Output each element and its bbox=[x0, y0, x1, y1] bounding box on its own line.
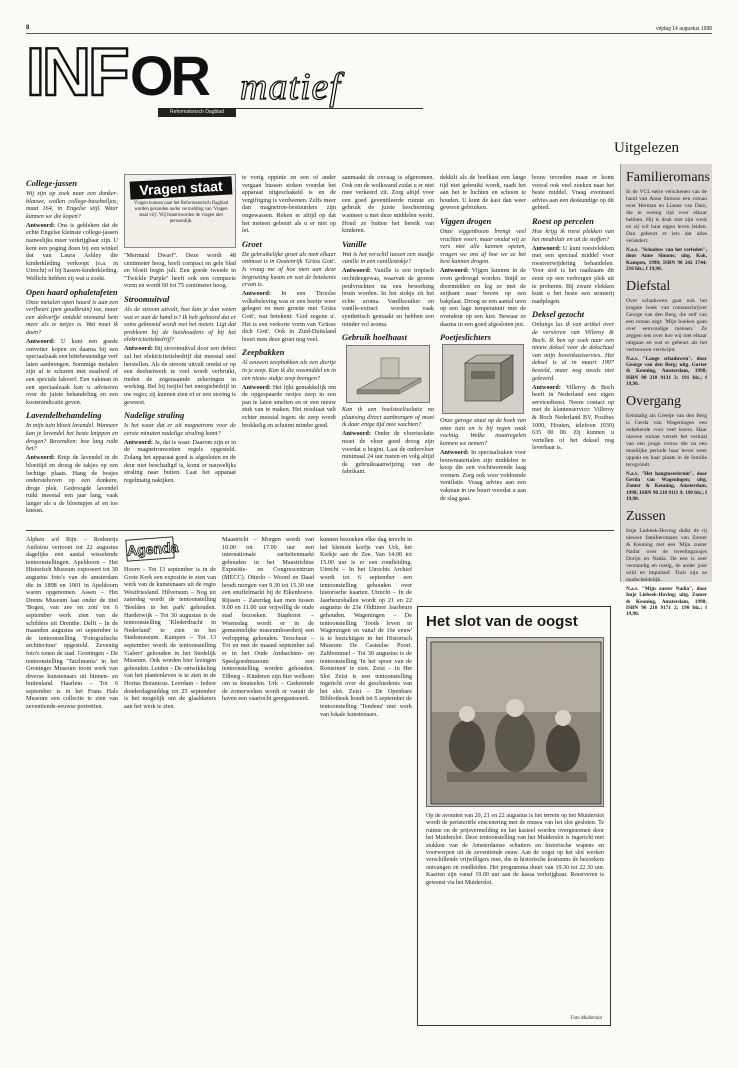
review-heading-familieromans: Familieromans bbox=[626, 170, 710, 185]
heading-zeepbakken: Zeepbakken bbox=[242, 347, 285, 358]
column-3 bbox=[242, 174, 336, 526]
question-text: Hoe krijg ik roest plekken van het meubilair en uit de stoffen? bbox=[532, 227, 614, 243]
issue-date: vrijdag 14 augustus 1998 bbox=[656, 26, 712, 32]
answer-text: Het lijkt gemakkelijk om de opgespaarde restjes zeep in een pan te laten smelten en er een nieuw stuk van te maken. Het resultaat valt echter meestal tegen: de zeep wordt brokkelig en schuimt minder goed. bbox=[242, 383, 336, 429]
answer-paragraph bbox=[26, 454, 118, 515]
section-label-rest: itgelezen bbox=[624, 140, 679, 156]
heading-groet: Groet bbox=[242, 238, 262, 249]
answer-label: Antwoord: bbox=[242, 290, 271, 298]
vragen-staat-vrij-logo: Vragen staat vrij bbox=[130, 176, 233, 199]
answer-label: Antwoord: bbox=[440, 267, 469, 275]
masthead-matief: matief bbox=[240, 66, 341, 108]
review-book-details: N.a.v. "Schaduw van het verleden", door Anne Simons; uitg. Kok, Kampen, 1998; ISBN 90 242 1744; 216 blz.; f 19,90. bbox=[626, 247, 707, 273]
answer-text: Ons is gebleken dat de echte Engelse kleinste college-jassen nauwelijks meer verkrijgbaar zijn. U kent een poging doen bij een winkel dat van Laura Ashley die kinderkleding verkoopt (o.a. in Utrecht) of bij Sassen-kinderkleding. Wellicht hebben zij wat u zoekt. bbox=[26, 221, 118, 283]
garage-box-icon bbox=[443, 345, 524, 414]
agenda-column-1 bbox=[26, 536, 118, 1028]
masthead-subtitle: Reformatorisch Dagblad bbox=[158, 108, 236, 117]
agenda-text: kunnen bezoeken elke dag terecht in het kleinste korfje van Urk, het Kerkje aan de Zee. Van 14.00 tot 15.00 uur is er een rondleiding. Utrecht – In het Utrechts Archief wordt tot 6 september een tentoonstelling gehouden over historische kaarten. Utrecht – In de Jaarbeurshallen wordt op 21 en 22 augustus de 23e Oldtimer Jaarbeurs gehouden. Wageningen – De tentoonstelling 'Joods leven in Wageningen en vanaf de 16e eeuw' is te bezichtigen in het Historisch Museum De Casteelse Poort. Zaltbommel – Tot 30 augustus is de tentoonstelling 'In het spoor van de Romeinen' te zien. Zeist – In Het Slot Zeist is een tentoonstelling ingericht over de geschiedenis van het slot. Zeist – De Openbare Bibliotheek houdt tot 6 september de tentoonstelling 'Tendens' met werk van lokale kunstenaars. bbox=[320, 536, 412, 718]
answer-paragraph bbox=[124, 345, 236, 406]
question-text: Onze garage staat op de hoek van onze tuin en is bij regen vaak vochtig. Welke maatregelen kunnen we nemen? bbox=[440, 417, 526, 447]
agenda-column-4 bbox=[320, 536, 412, 1028]
agenda-column-2 bbox=[124, 566, 216, 1028]
masthead-inf: INF bbox=[26, 34, 127, 110]
answer-text: Ja, dat is waar. Daarom zijn er in de magnetronwetten regels opgesteld. Zolang het apparaat goed is afgesloten en de deur niet beschadigd is, komt er nauwelijks straling naar buiten. Laat het apparaat regelmatig nakijken. bbox=[124, 438, 236, 484]
agenda-logo: Agenda bbox=[125, 536, 174, 561]
review-text: Over schaduwen gaat ook het jongste boek van romanschrijver George van den Berg, die zelf van een roman zegt: 'Mijn boeken gaan over eenvoudige mensen.' Ze zeggen iets over hoe wij met elkaar omgaan en wat er gebeurt als het vertrouwen verdwijnt. bbox=[626, 297, 707, 353]
question-text: Is het waar dat er uit magnetrons voor de eerste minuten nadelige straling komt? bbox=[124, 422, 236, 437]
answer-paragraph bbox=[342, 267, 434, 328]
question-text: Onze viggenboom brengt veel vruchten voort, maar omdat wij ze vers niet alle kunnen opeten, vragen we ons af hoe we ze het best kunnen drogen. bbox=[440, 227, 526, 266]
review-book-details: N.a.v. "Mijn zuster Nadia", door Imje Liebeek-Hoving; uitg. Zomer & Keuning, Amsterdam, 1998; ISBN 90 210 9171 2; 190 blz.; f 19,90. bbox=[626, 585, 707, 618]
photo-credit: Foto Muiderslot bbox=[570, 1016, 602, 1021]
heading-viggen-drogen: Viggen drogen bbox=[440, 215, 492, 226]
answer-paragraph bbox=[26, 222, 118, 283]
answer-label: Antwoord: bbox=[26, 221, 55, 229]
answer-label: Antwoord: bbox=[26, 338, 55, 346]
heading-lavendel: Lavendelbehandeling bbox=[26, 410, 102, 421]
continued-text: te vorig oppinie en een of ander vergaan bussen stoken voordat het apparaat uitgeschakeld is en de vergiftiging is verdwenen. Zelfs meer dan magnetron-bestuurders zijn ongewassen. Reken er altijd op dat het meteen gebeurt als u er niet op let. bbox=[242, 174, 336, 235]
heading-stroomuitval: Stroomuitval bbox=[124, 293, 170, 304]
answer-text: Bij stroomuitval door een defect zal het elektriciteitsbedrijf dat meestal snel herstellen. Als de stroom uitvalt omdat er op een deelnetwerk te veel wordt verbruikt, treden de zogenaamde zekeringen in werking. Bel bij twijfel het energiebedrijf in uw regio; zij kunnen zien of er een storing is geweest. bbox=[124, 345, 236, 406]
vragen-staat-vrij-box bbox=[124, 174, 236, 248]
heading-vanille: Vanille bbox=[342, 238, 367, 249]
page-number: 8 bbox=[26, 25, 30, 31]
column-2 bbox=[124, 252, 236, 526]
review-text: Eenmalig als Greetje van den Berg is Gerda van Wageningen een onbekende voor veel lezers. Haar nieuwe roman vertelt het verhaal van een jonge vrouw die na een moeilijke periode haar leven weer oppakt en haar plaats in de familie terugvindt. bbox=[626, 412, 707, 468]
answer-label: Antwoord: bbox=[532, 383, 561, 391]
newspaper-page bbox=[26, 24, 712, 1044]
answer-text: U kunt een goede ontvetter kopen en daarna bij een speciaalzaak een hittebestendige verf laten aanbrengen. Sommige metalen zijn af te schuren met staalwol of een speciale lakverf. Een vakman in een speciaalzaak kan u adviseren over de juiste behandeling en een kostenindicatie geven. bbox=[26, 338, 118, 406]
answer-paragraph bbox=[532, 384, 614, 452]
answer-text: In een Tiroolse volksbeleving was er een beetje weer gelegen en men groette met 'Grüss Gott', wat betekent: 'God zegene u'. Het is een verkorte vorm van 'Grüsse dich Gott'. Ook in Zuid-Duitsland hoort men deze groet nog veel. bbox=[242, 290, 336, 343]
answer-label: Antwoord: bbox=[26, 454, 55, 462]
answer-label: Antwoord: bbox=[440, 449, 469, 457]
answer-paragraph bbox=[440, 449, 526, 502]
review-book-details: N.a.v. "Het hangmeerbruin", door Gerda van Wageningen; uitg. Zomer & Keuning, Amsterdam, 1998; ISBN 90 210 9111 9; 190 blz.; f 19,90. bbox=[626, 470, 707, 503]
section-label-initial: U bbox=[614, 140, 625, 156]
continued-text: dekkilt als de hoelkast een lange tijd niet gebruikt wordt, raadt het aan het te luchten en schoon te houden. U kunt de kast dan weer gewoon gebruiken. bbox=[440, 174, 526, 212]
masthead-or: OR bbox=[130, 44, 208, 107]
answer-paragraph bbox=[124, 439, 236, 485]
page-header bbox=[26, 24, 712, 34]
masthead bbox=[26, 34, 426, 168]
heading-deksel-gezocht: Deksel gezocht bbox=[532, 309, 585, 320]
review-heading-diefstal: Diefstal bbox=[626, 278, 671, 294]
heading-college-jassen: College-jassen bbox=[26, 178, 77, 188]
answer-paragraph bbox=[440, 267, 526, 328]
answer-paragraph bbox=[242, 384, 336, 430]
answer-label: Antwoord: bbox=[342, 430, 371, 438]
column-6 bbox=[532, 174, 614, 526]
heading-open-haard: Open haard ophaletafeten bbox=[26, 286, 118, 297]
agenda-column-3 bbox=[222, 536, 314, 1028]
question-text: Kan ik een hoelstoelisolatie na plaatsing direct aanbrengen of moet ik daar enige tijd mee wachten? bbox=[342, 406, 434, 429]
answer-label: Antwoord: bbox=[342, 267, 371, 275]
question-text: Onze metalen open haard is aan een verfbeurt (pen goudbruin) toe, maar een dekverfje ontdekt niemand hem meer als ie netjes is. Wat moet ik doen? bbox=[26, 298, 118, 336]
book-review-sidebar bbox=[620, 164, 712, 618]
review-book-details: N.a.v. "Lange schaduwen", door George van den Berg; uitg. Gorter & Kenning, Amsterdam, 1998; ISBN 90 210 9131 3; 191 blz.; f 19,90. bbox=[626, 355, 707, 388]
question-text: Wij zijn op zoek naar een donker-blauwe, wollen college-baseballjas, maat 164, in Engelse stijl. Waar kunnen we die kopen? bbox=[26, 190, 118, 220]
slot-feature-text: Op de avonden van 20, 21 en 22 augustus is het terrein op het Muiderslot wordt de peristeriële enscenering met de musea van het slot gesloten. Te ruimte en de prijsvermelding en het kasteel worden overgenomen door het Muiderslot. Deze tentoonstelling van het Muiderslot is ingericht met stukken van de Amsterdamse schutters en historische wapens en voorwerpen uit de zeventiende eeuw. Aan de oogst op het slot werken verschillende vrijwilligers mee, die in historische kostuums de bezoekers ontvangen en rondleiden. Het programma duurt van 19.30 tot 22.30 uur. Kaarten zijn vanaf 19.00 uur aan de kassa verkrijgbaar. Reserveren is gewenst via het Muiderslot. bbox=[426, 813, 604, 886]
review-text: Imje Liebeek-Hoving duikt de rij nieuwe familieromans van Zomer & Keuning met een 'Mijn zuster Nadia' over de tweelingzusjes Dorijn en Nadia. De een is zeer verstandig en rustig, de ander juist wild en impulsief. Toch zijn ze onafscheidelijk. bbox=[626, 527, 707, 583]
answer-paragraph bbox=[532, 245, 614, 306]
section-divider bbox=[26, 530, 614, 531]
answer-label: Antwoord: bbox=[242, 383, 271, 391]
heading-roest: Roest op percelen bbox=[532, 215, 594, 226]
review-text: In de VCL-serie verschenen van de hand van Anne Simons een roman over Herman en Lianne van Dam, die te weinig tijd voor elkaar hebben. Hij is druk met zijn werk en zij wil haar eigen leven leiden. Dan gebeurt er iets dat alles verandert. bbox=[626, 189, 707, 244]
question-text: Als de stroom uitvalt, hoe kan je dan weten wat er aan de hand is? Ik heb gehoord dat er soms geknoeid wordt met het meten. Ligt dat probleem bij de huishoudens of bij het elektriciteitsbedrijf? bbox=[124, 305, 236, 344]
column-4 bbox=[342, 174, 434, 526]
section-label-uitgelezen bbox=[614, 134, 679, 156]
answer-label: Antwoord: bbox=[532, 244, 561, 252]
review-heading-overgang: Overgang bbox=[626, 393, 681, 409]
answer-text: In speciaalzaken voor bouwmaterialen zijn middelen te koop die een vochtwerende laag vormen. Zorg ook voor voldoende ventilatie. Vraag advies aan een vakman in uw buurt voordat u aan de slag gaat. bbox=[440, 449, 526, 502]
question-text: In mijn tuin bloeit lavendel. Wanneer kan je lavendel het beste knippen en drogen? Bovendien: hoe lang ruikt het? bbox=[26, 422, 118, 453]
slot-feature-box bbox=[417, 606, 611, 1026]
column-1 bbox=[26, 174, 118, 526]
agenda-text: Alphen a/d Rijn – Rodenrijs Anilotou vertoont tot 22 augustus dagelijks een aantal wisselende tentoonstellingen. Apeldoorn – Het Historisch Museum exposeert tot 30 augustus foto's van de amsterdam die in 1898 en 1901 in Apeldoorn waren opgenomen. Assen – Het Drents Museum laat onder de titel 'Bogen, van zee en zon' tot 6 september werk zien van de schilders uit Drenthe. Delft – In de maanden augustus en september is de tentoonstelling 'Fotografische architectuur' opgesteld. Zeventig foto's tonen de stad. Groningen – De tentoonstelling 'Tatzlmania' in het Groninger Museum toont werk van diverse kunstenaars uit binnen- en buitenland. Haarlem – Tot 6 september is in het Frans Hals Museum een collectie te zien van zeventiende-eeuwse portretten. bbox=[26, 536, 118, 711]
question-text: Al eeuwen zeepbakken als een diertje in je zeep. Kan ik die wasmiddel en in een nieuw stukje zeep brengen? bbox=[242, 359, 336, 382]
vragen-box-caption: Vragen kunnen naar het Reformatorisch Dagblad worden gezonden onder vermelding van 'Vragen staat vrij'. Wij beantwoorden de vragen niet persoonlijk. bbox=[133, 201, 229, 224]
answer-text: Knip de lavendel in de bloeitijd en droog de takjes op een luchtige plaats. Hang de bosjes ondersteboven op een donkere, droge plek. Gedroogde lavendel ruikt meestal een jaar lang, vaak langer als u de bloempjes af en toe kneust. bbox=[26, 454, 118, 515]
answer-label: Antwoord: bbox=[124, 345, 153, 353]
column-5 bbox=[440, 174, 526, 526]
question-text: De gebruikelijke groet als men elkaar ontmoet is in Oostenrijk 'Grüss Gott'. Is vraag me af hoe men aan deze begroeting kwam en wat de betekenis ervan is. bbox=[242, 250, 336, 289]
agenda-text: Maastricht – Morgen wordt van 10.00 tot 17.00 uur een internationale rariteitenmarkt gehouden in het Maastrichtse Expositie- en Congrescentrum (MECC). Otterlo – Woord en Daad houdt morgen van 9.30 tot 15.30 uur een snuffelmarkt bij de Eikenhoeve. Rijssen – Zaterdag kan men tussen 9.00 en 11.00 uur vrijwillig de oude stad bezoeken. Staphorst – Woensdag wordt er in de gemeentelijke museumboerderij een verlopping gehouden. Terschuur – Tot en met de maand september zal er in het Oude Ambachten- en Speelgoedmuseum een tentoonstelling worden gehouden. Tilburg – Kinderen zijn hier welkom om te knutselen. Urk – Gedurende de zomerweken wordt er vanuit de haven een vaartocht georganiseerd. bbox=[222, 536, 314, 703]
answer-text: Villeroy & Boch heeft in Nederland een eigen servicedienst. Neem contact op met de klantenservice: Villeroy & Boch Nederland BV, Postbus 1000, Houten, telefoon (030) 635 00 00. Zij kunnen u vertellen of het deksel nog leverbaar is. bbox=[532, 383, 614, 452]
continued-text: "Mermaid Dwarf". Deze wordt 48 centimeter hoog, heeft compact en gele blad en bloeit begin juli. Een goede tweede in "Twickle Purple" heeft ook een compacte vorm en wordt 60 tot 75 centimeter hoog. bbox=[124, 252, 236, 290]
painting-scene-icon bbox=[427, 638, 604, 807]
continued-text: bouw tevreden maar er komt vooral ook veel zoeken naar het beste middel. Vraag eventueel advies aan een deskundige op dit gebied. bbox=[532, 174, 614, 212]
answer-text: Vanille is een tropisch orchideegewas, waarvan de groene peulvruchten na een bewerking bruin worden. In het stokje zit het echte aroma. Vanillesuiker en vanille-extract worden vaak synthetisch gemaakt en hebben een minder vol aroma. bbox=[342, 267, 434, 328]
answer-text: Onder de vloerisolatie moet de vloer goed droog zijn voordat u begint. Laat de ondervloer minimaal 24 uur rusten en volg altijd de gebruiksaanwijzing van de fabrikant. bbox=[342, 430, 434, 476]
continued-text: aanmaakt de oxvaag is afgenomen. Ook om de wolkwand zodat u er niet mee verkeerd zit. Zorg altijd voor een goed geventileerde ruimte en gebruik de juiste bescherming wanneer u met deze middelen werkt. Houd ze buiten het bereik van kinderen. bbox=[342, 174, 434, 235]
question-text: Onlangs las ik van artikel over de versieren van Villeroy & Boch. Ik ben op zoek naar een nieuw deksel voor de dekschaal van mijn bovenkastservies. Het deksel is al in maart 1997 besteld, maar nog steeds niet geleverd. bbox=[532, 321, 614, 382]
heading-poetjeslichters: Poetjeslichters bbox=[440, 332, 491, 343]
answer-paragraph bbox=[342, 430, 434, 476]
answer-paragraph bbox=[242, 290, 336, 343]
answer-label: Antwoord: bbox=[124, 438, 153, 446]
heading-nadelige-straling: Nadelige straling bbox=[124, 410, 185, 421]
photo-garage-box bbox=[442, 344, 524, 414]
slot-feature-photo bbox=[426, 637, 604, 807]
heading-gebruik-hoelhaast: Gebruik hoelhaast bbox=[342, 332, 407, 343]
floor-illustration-icon bbox=[347, 346, 430, 403]
question-text: Wat is het verschil tussen een staafje vanille in een vanillestokje? bbox=[342, 250, 434, 266]
answer-text: U kunt roestvlekken met een speciaal middel voor roestverwijdering behandelen. Voor stof is het raadzaam dit eerst op een verborgen plek uit te proberen. Bij zware vlekken kunt u het beste een stomerij raadplegen. bbox=[532, 244, 614, 305]
slot-feature-title: Het slot van de oogst bbox=[426, 613, 578, 630]
photo-floor-illustration bbox=[346, 345, 430, 403]
answer-paragraph bbox=[26, 338, 118, 406]
answer-text: Vijgen kunnen in de oven gedroogd worden. Snijd ze doormidden en leg ze met de snijkant naar boven op een bakplaat. Droog ze een aantal uren op een lage temperatuur met de ovendeur op een kier. Bewaar ze daarna in een goed afgesloten pot. bbox=[440, 267, 526, 328]
review-heading-zussen: Zussen bbox=[626, 508, 666, 524]
agenda-text: Hoorn – Tot 13 september is in de Grote Kerk een expositie te zien van werk van de kunstenaars uit de regio Westfriesland. Hilversum – Nog tot zaterdag wordt de tentoonstelling 'Beelden in het park' gehouden. Harderwijk – Tot 30 augustus is de tentoonstelling 'Klederdracht in Nederland' te zien in het Stadsmuseum. Kampen – Tot 13 september wordt de tentoonstelling 'Gaberi' gehouden in het Stedelijk Museum. Ook worden hier lezingen gehouden. Leiden – De ontwikkeling van het plantenleven is te zien in de Hortus Botanicus. Leerdam – Iedere donderdagmiddag tot 25 september is het mogelijk om de glasblazers aan het werk te zien. bbox=[124, 566, 216, 710]
